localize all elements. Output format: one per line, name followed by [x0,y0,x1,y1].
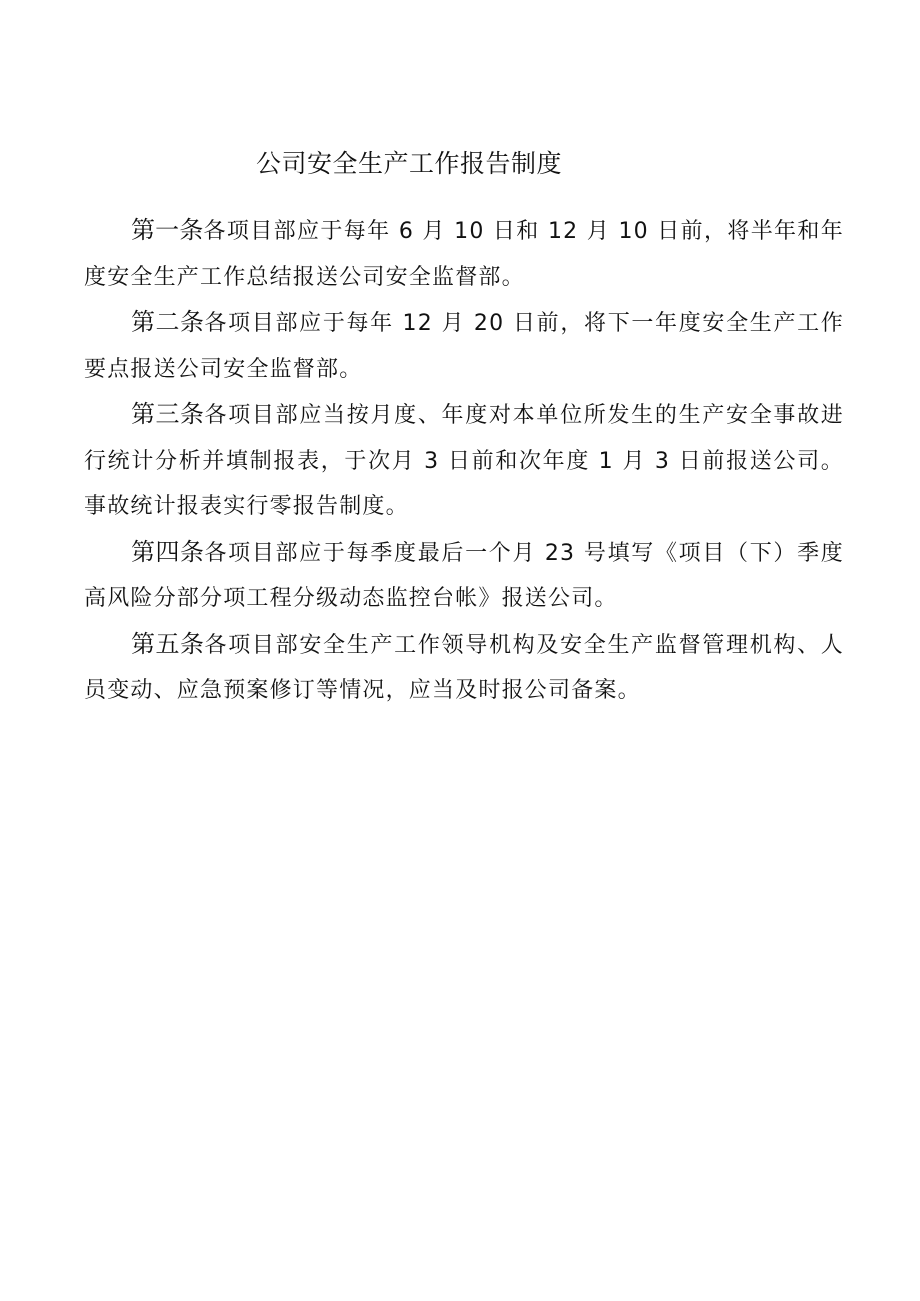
article-label: 第四条 [131,537,205,566]
article-2 [84,300,844,392]
article-label: 第二条 [131,308,205,336]
article-label: 第五条 [131,629,205,658]
article-text: 各项目部应于每年 6 月 10 日和 12 月 10 日前，将半年和年度安全生产工作总结报送公司安全监督部。 [84,219,844,290]
article-text: 各项目部应于每季度最后一个月 23 号填写《项目（下）季度高风险分部分项工程分级动态监控台帐》报送公司。 [84,540,845,611]
article-text: 各项目部应当按月度、年度对本单位所发生的生产安全事故进行统计分析并填制报表，于次月 3 日前和次年度 1 月 3 日前报送公司。事故统计报表实行零报告制度。 [84,403,845,519]
article-label: 第三条 [131,400,205,428]
article-label: 第一条 [131,216,204,244]
article-5 [84,622,844,714]
article-1 [84,208,844,300]
document-body [84,208,844,714]
article-text: 各项目部应于每年 12 月 20 日前，将下一年度安全生产工作要点报送公司安全监督部。 [84,311,844,382]
article-text: 各项目部安全生产工作领导机构及安全生产监督管理机构、人员变动、应急预案修订等情况，应当及时报公司备案。 [84,632,845,703]
document-title: 公司安全生产工作报告制度 [256,149,563,178]
article-3 [84,392,844,530]
article-4 [84,530,844,622]
